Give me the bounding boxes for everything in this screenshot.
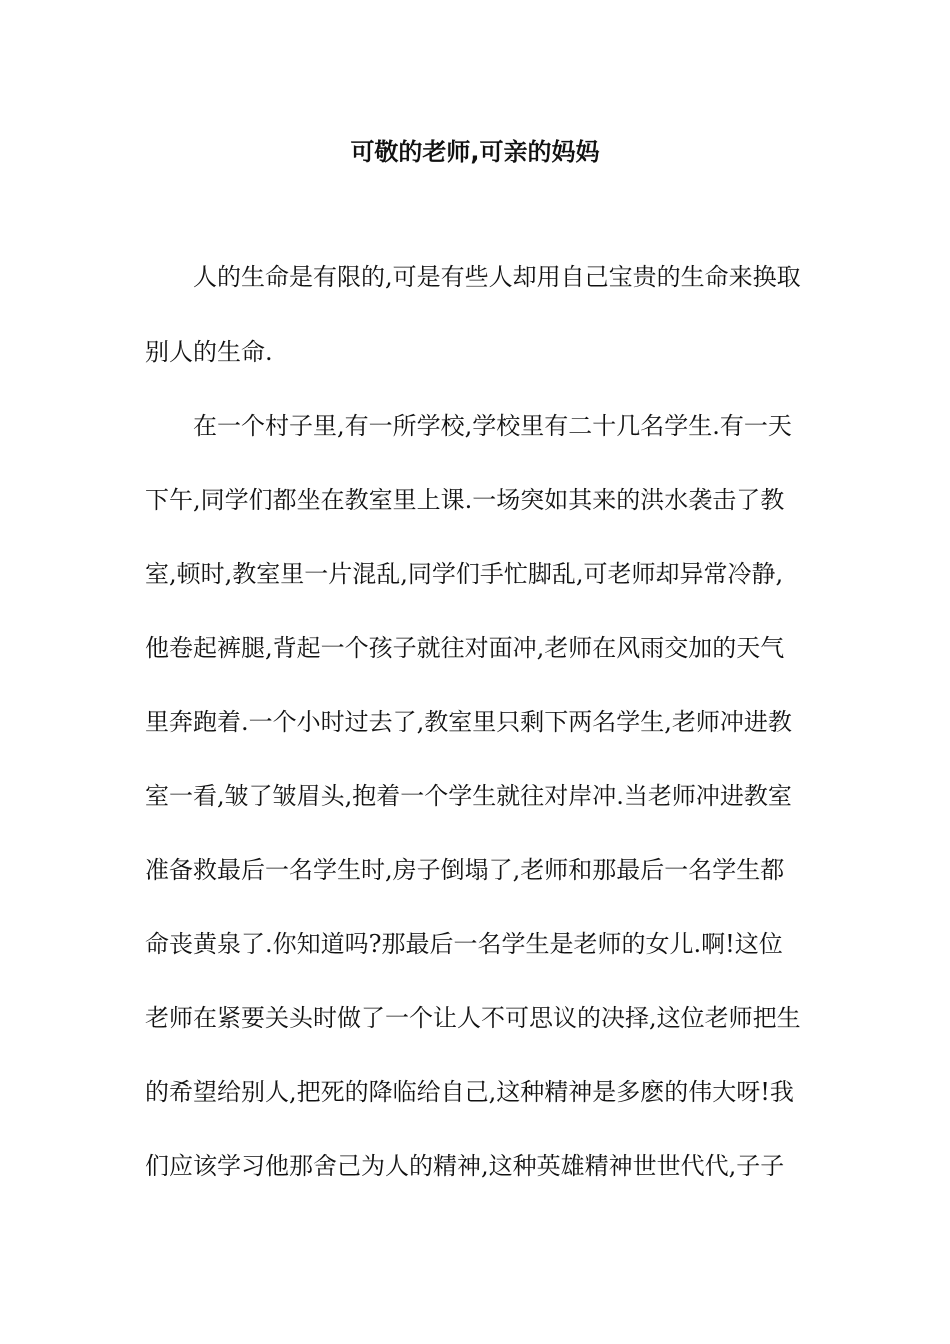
- paragraph-line: 室,顿时,教室里一片混乱,同学们手忙脚乱,可老师却异常冷静,: [145, 560, 784, 588]
- paragraph-line: 的希望给别人,把死的降临给自己,这种精神是多麽的伟大呀!我: [145, 1078, 794, 1106]
- paragraph-line: 命丧黄泉了.你知道吗?那最后一名学生是老师的女儿.啊!这位: [145, 930, 783, 958]
- paragraph-line: 老师在紧要关头时做了一个让人不可思议的决择,这位老师把生: [145, 1004, 801, 1032]
- paragraph-line: 人的生命是有限的,可是有些人却用自己宝贵的生命来换取: [193, 263, 801, 291]
- paragraph-line: 他卷起裤腿,背起一个孩子就往对面冲,老师在风雨交加的天气: [145, 634, 785, 662]
- paragraph-line: 室一看,皱了皱眉头,抱着一个学生就往对岸冲.当老师冲进教室: [145, 782, 792, 810]
- paragraph-line: 别人的生命.: [145, 338, 273, 366]
- paragraph-line: 下午,同学们都坐在教室里上课.一场突如其来的洪水袭击了教: [145, 486, 785, 514]
- paragraph-line: 里奔跑着.一个小时过去了,教室里只剩下两名学生,老师冲进教: [145, 708, 792, 736]
- paragraph-line: 在一个村子里,有一所学校,学校里有二十几名学生.有一天: [193, 412, 792, 440]
- paragraph-line: 准备救最后一名学生时,房子倒塌了,老师和那最后一名学生都: [145, 856, 785, 884]
- document-title: 可敬的老师,可亲的妈妈: [350, 138, 600, 166]
- paragraph-line: 们应该学习他那舍己为人的精神,这种英雄精神世世代代,子子: [145, 1152, 785, 1180]
